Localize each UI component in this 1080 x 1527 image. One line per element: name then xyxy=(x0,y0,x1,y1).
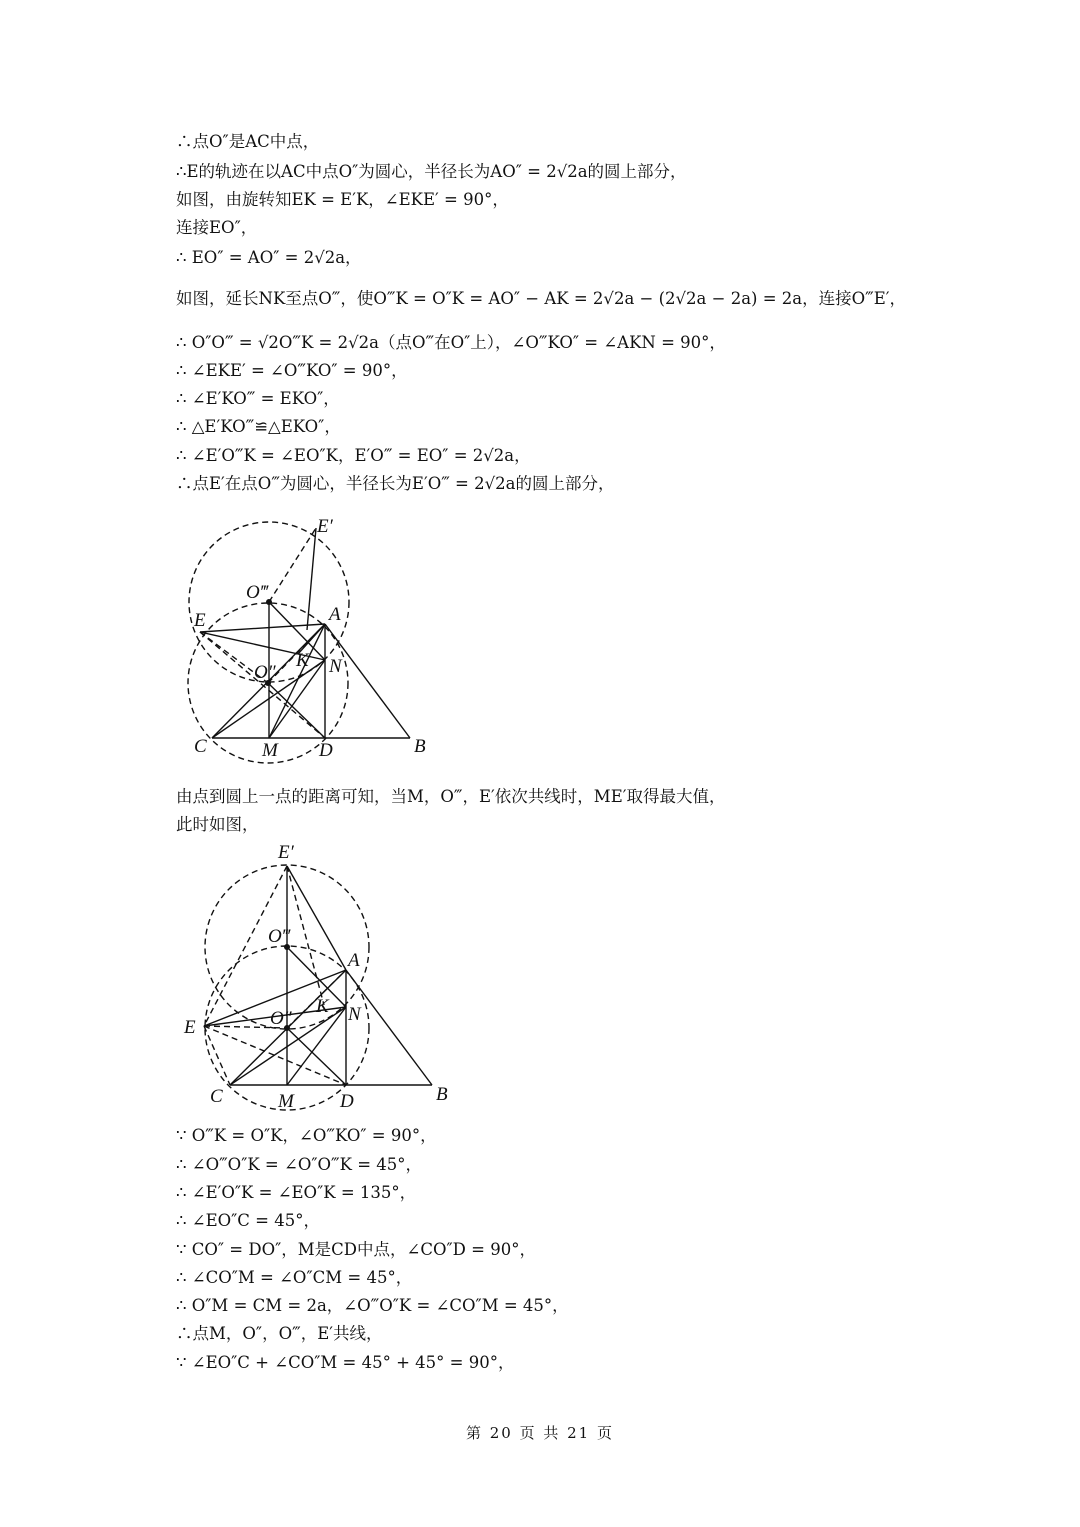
label-e-prime: E′ xyxy=(317,516,333,537)
text-line: ∴ ∠EO″C = 45°， xyxy=(176,1211,320,1230)
text-line: ∵ CO″ = DO″，M是CD中点，∠CO″D = 90°， xyxy=(176,1240,536,1259)
label-m: M xyxy=(262,740,278,761)
label-o-double: O″ xyxy=(254,662,276,683)
text-line: ∵ O‴K = O″K，∠O‴KO″ = 90°， xyxy=(176,1126,437,1145)
text-line: ∴点O″是AC中点， xyxy=(176,132,320,151)
text-line: ∴E的轨迹在以AC中点O″为圆心，半径长为AO″ = 2√2a的圆上部分， xyxy=(176,162,687,181)
segment xyxy=(287,866,324,1005)
label-e-prime: E′ xyxy=(278,842,294,863)
segment xyxy=(287,866,346,970)
text-line: ∴ ∠CO″M = ∠O″CM = 45°， xyxy=(176,1268,413,1287)
text-line: ∴ ∠E′O″K = ∠EO″K = 135°， xyxy=(176,1183,417,1202)
text-line: ∴ ∠E′KO‴ = EKO″， xyxy=(176,389,340,408)
geometry-figure-1 xyxy=(180,512,450,762)
label-a: A xyxy=(348,950,360,971)
text-line: ∴ O″O‴ = √2O‴K = 2√2a（点O‴在O″上），∠O‴KO″ = ∠AKN = 90°， xyxy=(176,333,726,352)
text-line: 如图，延长NK至点O‴，使O‴K = O″K = AO″ − AK = 2√2a − (2√2a − 2a) = 2a，连接O‴E′， xyxy=(176,289,907,308)
segment xyxy=(307,528,316,630)
segment-AB xyxy=(325,624,410,738)
text-line: ∴点E′在点O‴为圆心，半径长为E′O‴ = 2√2a的圆上部分， xyxy=(176,474,615,493)
text-line: ∵ ∠EO″C + ∠CO″M = 45° + 45° = 90°， xyxy=(176,1353,515,1372)
segment xyxy=(268,683,325,738)
text-line: ∴ EO″ = AO″ = 2√2a， xyxy=(176,248,362,267)
label-e: E xyxy=(184,1017,196,1038)
segment xyxy=(287,1028,346,1085)
label-k: K xyxy=(296,650,309,671)
label-b: B xyxy=(436,1084,448,1105)
label-k: K xyxy=(316,996,329,1017)
text-line: 如图，由旋转知EK = E′K，∠EKE′ = 90°， xyxy=(176,190,509,209)
text-line: ∴ ∠E′O‴K = ∠EO″K，E′O‴ = EO″ = 2√2a， xyxy=(176,446,531,465)
text-line: ∴ O″M = CM = 2a，∠O‴O″K = ∠CO″M = 45°， xyxy=(176,1296,569,1315)
label-d: D xyxy=(340,1091,354,1112)
label-n: N xyxy=(329,656,342,677)
label-m: M xyxy=(278,1091,294,1112)
label-n: N xyxy=(348,1004,361,1025)
label-e: E xyxy=(194,610,206,631)
page-footer: 第 20 页 共 21 页 xyxy=(465,1424,614,1442)
label-b: B xyxy=(414,736,426,757)
segment xyxy=(200,624,325,632)
geometry-figure-2 xyxy=(180,840,460,1110)
text-line: ∴ ∠EKE′ = ∠O‴KO″ = 90°， xyxy=(176,361,408,380)
label-o-triple: O‴ xyxy=(268,926,290,947)
text-line: 连接EO″， xyxy=(176,218,258,237)
text-line: 由点到圆上一点的距离可知，当M，O‴，E′依次共线时，ME′取得最大值， xyxy=(176,787,726,806)
segment xyxy=(269,528,316,602)
text-line: 此时如图， xyxy=(176,815,259,834)
label-o-double: O″ xyxy=(270,1008,292,1029)
label-a: A xyxy=(329,604,341,625)
label-o-triple: O‴ xyxy=(246,582,268,603)
label-c: C xyxy=(210,1086,223,1107)
segment-MA xyxy=(269,624,325,738)
label-d: D xyxy=(319,740,333,761)
text-line: ∴ △E′KO‴≌△EKO″， xyxy=(176,417,341,436)
label-c: C xyxy=(194,736,207,757)
text-line: ∴点M，O″，O‴，E′共线， xyxy=(176,1324,383,1343)
text-line: ∴ ∠O‴O″K = ∠O″O‴K = 45°， xyxy=(176,1155,423,1174)
